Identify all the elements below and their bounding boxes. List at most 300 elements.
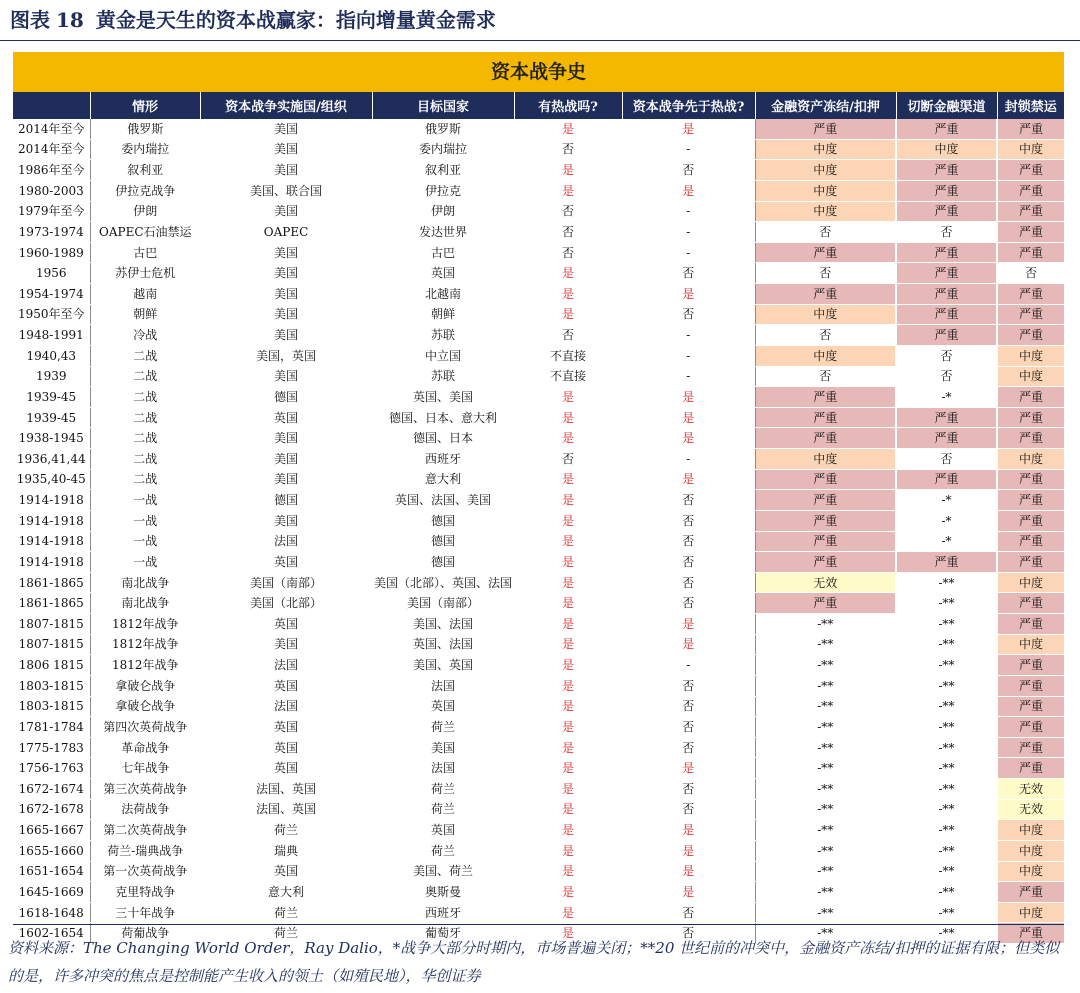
cell-actor: 英国 <box>200 552 372 573</box>
cell-war-first: - <box>622 222 755 243</box>
cell-war-first: - <box>622 242 755 263</box>
cell-embargo: 中度 <box>997 634 1064 655</box>
cell-embargo: 中度 <box>997 840 1064 861</box>
cell-embargo: 严重 <box>997 180 1064 201</box>
cell-hot-war: 是 <box>514 387 622 408</box>
cell-case: 委内瑞拉 <box>90 139 200 160</box>
cell-war-first: 是 <box>622 119 755 139</box>
cell-actor: 美国 <box>200 201 372 222</box>
cell-cut-channels: 严重 <box>896 325 997 346</box>
cell-hot-war: 是 <box>514 284 622 305</box>
cell-hot-war: 是 <box>514 840 622 861</box>
cell-war-first: 是 <box>622 758 755 779</box>
cell-cut-channels: -** <box>896 614 997 635</box>
cell-case: 俄罗斯 <box>90 119 200 139</box>
cell-target: 委内瑞拉 <box>372 139 514 160</box>
cell-actor: 法国、英国 <box>200 779 372 800</box>
cell-actor: 法国 <box>200 655 372 676</box>
table-row <box>13 593 1064 614</box>
cell-cut-channels: 严重 <box>896 160 997 181</box>
cell-embargo: 严重 <box>997 407 1064 428</box>
cell-cut-channels: -** <box>896 675 997 696</box>
cell-period: 1781-1784 <box>13 717 90 738</box>
cell-target: 苏联 <box>372 366 514 387</box>
cell-target: 美国、英国 <box>372 655 514 676</box>
cell-freeze: 否 <box>755 325 896 346</box>
cell-target: 荷兰 <box>372 717 514 738</box>
cell-hot-war: 是 <box>514 469 622 490</box>
cell-case: OAPEC石油禁运 <box>90 222 200 243</box>
cell-period: 1939 <box>13 366 90 387</box>
cell-hot-war: 不直接 <box>514 345 622 366</box>
cell-hot-war: 是 <box>514 510 622 531</box>
source-note: 资料来源：The Changing World Order，Ray Dalio，*战争大部分时期内，市场普遍关闭；**20 世纪前的冲突中，金融资产冻结/扣押的证据有限；但类似的是，许多冲突的焦点是控制能产生收入的领土（如殖民地），华创证券 <box>8 939 1060 985</box>
cell-freeze: -** <box>755 675 896 696</box>
cell-freeze: -** <box>755 634 896 655</box>
cell-actor: 法国 <box>200 531 372 552</box>
figure-label: 图表 <box>10 8 50 32</box>
cell-war-first: 是 <box>622 820 755 841</box>
cell-embargo: 中度 <box>997 861 1064 882</box>
cell-hot-war: 是 <box>514 160 622 181</box>
cell-embargo: 中度 <box>997 449 1064 470</box>
cell-actor: 意大利 <box>200 882 372 903</box>
cell-actor: 美国 <box>200 510 372 531</box>
cell-freeze: -** <box>755 902 896 923</box>
cell-hot-war: 是 <box>514 572 622 593</box>
cell-hot-war: 否 <box>514 325 622 346</box>
cell-actor: 瑞典 <box>200 840 372 861</box>
cell-target: 法国 <box>372 758 514 779</box>
cell-period: 1956 <box>13 263 90 284</box>
cell-freeze: -** <box>755 717 896 738</box>
cell-actor: 美国 <box>200 284 372 305</box>
cell-period: 1960-1989 <box>13 242 90 263</box>
table-row <box>13 366 1064 387</box>
cell-case: 法荷战争 <box>90 799 200 820</box>
cell-case: 二战 <box>90 345 200 366</box>
cell-target: 英国、法国、美国 <box>372 490 514 511</box>
table-row <box>13 552 1064 573</box>
cell-freeze: -** <box>755 923 896 944</box>
table-row <box>13 655 1064 676</box>
table-row <box>13 304 1064 325</box>
cell-freeze: -** <box>755 779 896 800</box>
cell-period: 1602-1654 <box>13 923 90 944</box>
cell-actor: 德国 <box>200 490 372 511</box>
cell-hot-war: 否 <box>514 201 622 222</box>
table-row <box>13 201 1064 222</box>
cell-hot-war: 是 <box>514 490 622 511</box>
cell-cut-channels: -** <box>896 799 997 820</box>
cell-period: 1651-1654 <box>13 861 90 882</box>
cell-war-first: - <box>622 201 755 222</box>
cell-hot-war: 是 <box>514 758 622 779</box>
cell-target: 荷兰 <box>372 779 514 800</box>
cell-case: 三十年战争 <box>90 902 200 923</box>
cell-cut-channels: 严重 <box>896 263 997 284</box>
cell-freeze: 严重 <box>755 387 896 408</box>
cell-embargo: 严重 <box>997 469 1064 490</box>
cell-cut-channels: -* <box>896 531 997 552</box>
cell-actor: 英国 <box>200 737 372 758</box>
table-row <box>13 387 1064 408</box>
cell-cut-channels: -** <box>896 717 997 738</box>
cell-freeze: -** <box>755 861 896 882</box>
cell-embargo: 严重 <box>997 675 1064 696</box>
cell-cut-channels: -* <box>896 387 997 408</box>
cell-actor: 英国 <box>200 758 372 779</box>
table-row <box>13 861 1064 882</box>
cell-hot-war: 是 <box>514 180 622 201</box>
cell-war-first: 否 <box>622 923 755 944</box>
cell-embargo: 严重 <box>997 490 1064 511</box>
cell-cut-channels: 严重 <box>896 552 997 573</box>
cell-cut-channels: -** <box>896 737 997 758</box>
cell-cut-channels: -** <box>896 861 997 882</box>
cell-target: 美国、法国 <box>372 614 514 635</box>
cell-cut-channels: 严重 <box>896 180 997 201</box>
cell-embargo: 严重 <box>997 387 1064 408</box>
cell-target: 俄罗斯 <box>372 119 514 139</box>
table-row <box>13 139 1064 160</box>
cell-cut-channels: -* <box>896 510 997 531</box>
cell-actor: 荷兰 <box>200 923 372 944</box>
cell-embargo: 严重 <box>997 737 1064 758</box>
cell-period: 1665-1667 <box>13 820 90 841</box>
cell-cut-channels: 严重 <box>896 284 997 305</box>
cell-cut-channels: 严重 <box>896 201 997 222</box>
cell-target: 北越南 <box>372 284 514 305</box>
cell-actor: 美国 <box>200 428 372 449</box>
cell-cut-channels: -** <box>896 572 997 593</box>
table-row <box>13 799 1064 820</box>
cell-hot-war: 是 <box>514 614 622 635</box>
cell-cut-channels: 严重 <box>896 119 997 139</box>
cell-period: 1938-1945 <box>13 428 90 449</box>
cell-actor: 英国 <box>200 614 372 635</box>
cell-war-first: 否 <box>622 572 755 593</box>
cell-actor: 美国 <box>200 119 372 139</box>
cell-case: 一战 <box>90 552 200 573</box>
cell-actor: 英国 <box>200 407 372 428</box>
cell-period: 1973-1974 <box>13 222 90 243</box>
cell-case: 二战 <box>90 407 200 428</box>
cell-war-first: 是 <box>622 861 755 882</box>
header-hot-war: 有热战吗? <box>514 92 622 119</box>
cell-period: 1618-1648 <box>13 902 90 923</box>
cell-actor: 美国（北部） <box>200 593 372 614</box>
cell-case: 南北战争 <box>90 593 200 614</box>
table-row <box>13 284 1064 305</box>
table-row <box>13 428 1064 449</box>
cell-target: 西班牙 <box>372 902 514 923</box>
cell-freeze: -** <box>755 840 896 861</box>
cell-case: 七年战争 <box>90 758 200 779</box>
header-war-first: 资本战争先于热战? <box>622 92 755 119</box>
bottom-rule <box>13 924 1064 925</box>
cell-hot-war: 否 <box>514 242 622 263</box>
cell-target: 英国、美国 <box>372 387 514 408</box>
cell-case: 荷兰-瑞典战争 <box>90 840 200 861</box>
cell-freeze: 严重 <box>755 407 896 428</box>
cell-cut-channels: 否 <box>896 345 997 366</box>
table-row <box>13 634 1064 655</box>
table-row <box>13 758 1064 779</box>
cell-cut-channels: -** <box>896 634 997 655</box>
cell-embargo: 严重 <box>997 242 1064 263</box>
cell-hot-war: 是 <box>514 737 622 758</box>
cell-actor: 荷兰 <box>200 902 372 923</box>
table-row <box>13 531 1064 552</box>
cell-cut-channels: -** <box>896 840 997 861</box>
cell-actor: 美国、联合国 <box>200 180 372 201</box>
cell-hot-war: 是 <box>514 923 622 944</box>
cell-war-first: 否 <box>622 531 755 552</box>
cell-cut-channels: -** <box>896 593 997 614</box>
cell-hot-war: 是 <box>514 119 622 139</box>
table-row <box>13 469 1064 490</box>
cell-embargo: 严重 <box>997 593 1064 614</box>
cell-war-first: 否 <box>622 717 755 738</box>
cell-freeze: 中度 <box>755 345 896 366</box>
cell-period: 1914-1918 <box>13 531 90 552</box>
cell-case: 冷战 <box>90 325 200 346</box>
cell-period: 1861-1865 <box>13 572 90 593</box>
cell-freeze: 中度 <box>755 180 896 201</box>
cell-war-first: 否 <box>622 737 755 758</box>
table-row <box>13 902 1064 923</box>
cell-cut-channels: 否 <box>896 366 997 387</box>
cell-embargo: 严重 <box>997 325 1064 346</box>
cell-period: 1936,41,44 <box>13 449 90 470</box>
cell-case: 叙利亚 <box>90 160 200 181</box>
cell-period: 1954-1974 <box>13 284 90 305</box>
cell-case: 一战 <box>90 531 200 552</box>
cell-freeze: 严重 <box>755 469 896 490</box>
cell-case: 克里特战争 <box>90 882 200 903</box>
cell-target: 英国、法国 <box>372 634 514 655</box>
cell-target: 德国、日本、意大利 <box>372 407 514 428</box>
cell-embargo: 严重 <box>997 304 1064 325</box>
cell-hot-war: 是 <box>514 882 622 903</box>
cell-case: 一战 <box>90 490 200 511</box>
cell-war-first: 否 <box>622 675 755 696</box>
cell-target: 发达世界 <box>372 222 514 243</box>
cell-cut-channels: -** <box>896 696 997 717</box>
cell-cut-channels: -* <box>896 490 997 511</box>
table-row <box>13 510 1064 531</box>
cell-war-first: - <box>622 345 755 366</box>
table-row <box>13 696 1064 717</box>
cell-war-first: 是 <box>622 428 755 449</box>
cell-embargo: 否 <box>997 263 1064 284</box>
cell-freeze: -** <box>755 655 896 676</box>
cell-war-first: 是 <box>622 634 755 655</box>
cell-period: 1935,40-45 <box>13 469 90 490</box>
cell-case: 革命战争 <box>90 737 200 758</box>
table-row <box>13 490 1064 511</box>
table-row <box>13 160 1064 181</box>
table-row <box>13 449 1064 470</box>
cell-target: 德国、日本 <box>372 428 514 449</box>
cell-war-first: 是 <box>622 180 755 201</box>
cell-cut-channels: 严重 <box>896 428 997 449</box>
cell-actor: 英国 <box>200 861 372 882</box>
cell-hot-war: 是 <box>514 861 622 882</box>
cell-freeze: 严重 <box>755 593 896 614</box>
table-row <box>13 407 1064 428</box>
cell-embargo: 严重 <box>997 531 1064 552</box>
cell-period: 1645-1669 <box>13 882 90 903</box>
cell-target: 苏联 <box>372 325 514 346</box>
cell-case: 古巴 <box>90 242 200 263</box>
cell-target: 美国（北部）、英国、法国 <box>372 572 514 593</box>
header-target: 目标国家 <box>372 92 514 119</box>
cell-target: 法国 <box>372 675 514 696</box>
cell-war-first: 否 <box>622 304 755 325</box>
cell-period: 2014年至今 <box>13 139 90 160</box>
cell-war-first: 否 <box>622 799 755 820</box>
cell-war-first: 否 <box>622 779 755 800</box>
table-row <box>13 119 1064 139</box>
table-row <box>13 779 1064 800</box>
cell-cut-channels: -** <box>896 655 997 676</box>
cell-embargo: 严重 <box>997 923 1064 944</box>
cell-freeze: 否 <box>755 366 896 387</box>
cell-target: 英国 <box>372 820 514 841</box>
cell-target: 美国、荷兰 <box>372 861 514 882</box>
cell-war-first: 是 <box>622 407 755 428</box>
cell-freeze: -** <box>755 696 896 717</box>
cell-actor: 美国 <box>200 325 372 346</box>
cell-hot-war: 是 <box>514 799 622 820</box>
cell-war-first: 是 <box>622 387 755 408</box>
table-row <box>13 717 1064 738</box>
cell-target: 德国 <box>372 531 514 552</box>
cell-target: 朝鲜 <box>372 304 514 325</box>
cell-hot-war: 是 <box>514 820 622 841</box>
cell-freeze: -** <box>755 882 896 903</box>
cell-freeze: 严重 <box>755 428 896 449</box>
cell-period: 1948-1991 <box>13 325 90 346</box>
cell-cut-channels: 否 <box>896 449 997 470</box>
figure-title <box>10 2 496 38</box>
cell-cut-channels: -** <box>896 902 997 923</box>
cell-war-first: 是 <box>622 882 755 903</box>
cell-freeze: 无效 <box>755 572 896 593</box>
cell-embargo: 无效 <box>997 799 1064 820</box>
cell-cut-channels: -** <box>896 923 997 944</box>
cell-war-first: 否 <box>622 902 755 923</box>
table-row <box>13 325 1064 346</box>
table-row <box>13 840 1064 861</box>
cell-period: 1806 1815 <box>13 655 90 676</box>
cell-war-first: - <box>622 655 755 676</box>
cell-target: 伊朗 <box>372 201 514 222</box>
cell-freeze: 中度 <box>755 201 896 222</box>
cell-case: 第一次英荷战争 <box>90 861 200 882</box>
cell-war-first: - <box>622 449 755 470</box>
cell-cut-channels: 严重 <box>896 469 997 490</box>
cell-hot-war: 不直接 <box>514 366 622 387</box>
cell-hot-war: 是 <box>514 902 622 923</box>
cell-actor: 美国 <box>200 160 372 181</box>
cell-period: 1807-1815 <box>13 614 90 635</box>
cell-embargo: 严重 <box>997 882 1064 903</box>
cell-cut-channels: 中度 <box>896 139 997 160</box>
cell-target: 美国（南部） <box>372 593 514 614</box>
cell-target: 德国 <box>372 510 514 531</box>
header-cut-channels: 切断金融渠道 <box>896 92 997 119</box>
cell-actor: 美国 <box>200 242 372 263</box>
cell-embargo: 中度 <box>997 902 1064 923</box>
cell-period: 1655-1660 <box>13 840 90 861</box>
cell-embargo: 中度 <box>997 366 1064 387</box>
cell-period: 1807-1815 <box>13 634 90 655</box>
cell-target: 西班牙 <box>372 449 514 470</box>
cell-freeze: 严重 <box>755 552 896 573</box>
cell-actor: 美国 <box>200 366 372 387</box>
cell-period: 1914-1918 <box>13 510 90 531</box>
cell-actor: 美国，英国 <box>200 345 372 366</box>
cell-embargo: 严重 <box>997 201 1064 222</box>
cell-embargo: 严重 <box>997 222 1064 243</box>
cell-actor: OAPEC <box>200 222 372 243</box>
cell-freeze: 中度 <box>755 160 896 181</box>
cell-case: 1812年战争 <box>90 614 200 635</box>
cell-hot-war: 是 <box>514 675 622 696</box>
cell-case: 南北战争 <box>90 572 200 593</box>
cell-freeze: 严重 <box>755 531 896 552</box>
cell-freeze: -** <box>755 614 896 635</box>
cell-war-first: 否 <box>622 160 755 181</box>
cell-embargo: 严重 <box>997 119 1064 139</box>
cell-actor: 英国 <box>200 717 372 738</box>
cell-hot-war: 是 <box>514 655 622 676</box>
cell-hot-war: 是 <box>514 263 622 284</box>
cell-actor: 德国 <box>200 387 372 408</box>
cell-hot-war: 是 <box>514 779 622 800</box>
cell-cut-channels: 严重 <box>896 242 997 263</box>
cell-case: 拿破仑战争 <box>90 696 200 717</box>
header-actor: 资本战争实施国/组织 <box>200 92 372 119</box>
cell-period: 1939-45 <box>13 387 90 408</box>
table-row <box>13 737 1064 758</box>
cell-freeze: 严重 <box>755 119 896 139</box>
cell-embargo: 中度 <box>997 820 1064 841</box>
cell-freeze: 严重 <box>755 242 896 263</box>
cell-embargo: 严重 <box>997 284 1064 305</box>
cell-hot-war: 是 <box>514 696 622 717</box>
cell-case: 第四次英荷战争 <box>90 717 200 738</box>
cell-freeze: 严重 <box>755 490 896 511</box>
cell-case: 1812年战争 <box>90 655 200 676</box>
cell-case: 二战 <box>90 366 200 387</box>
cell-actor: 法国、英国 <box>200 799 372 820</box>
cell-period: 1803-1815 <box>13 675 90 696</box>
cell-cut-channels: 否 <box>896 222 997 243</box>
cell-embargo: 严重 <box>997 614 1064 635</box>
cell-case: 第二次英荷战争 <box>90 820 200 841</box>
cell-freeze: 严重 <box>755 510 896 531</box>
cell-period: 1672-1678 <box>13 799 90 820</box>
cell-target: 奥斯曼 <box>372 882 514 903</box>
table-row <box>13 572 1064 593</box>
cell-war-first: 否 <box>622 263 755 284</box>
cell-embargo: 无效 <box>997 779 1064 800</box>
cell-war-first: - <box>622 325 755 346</box>
